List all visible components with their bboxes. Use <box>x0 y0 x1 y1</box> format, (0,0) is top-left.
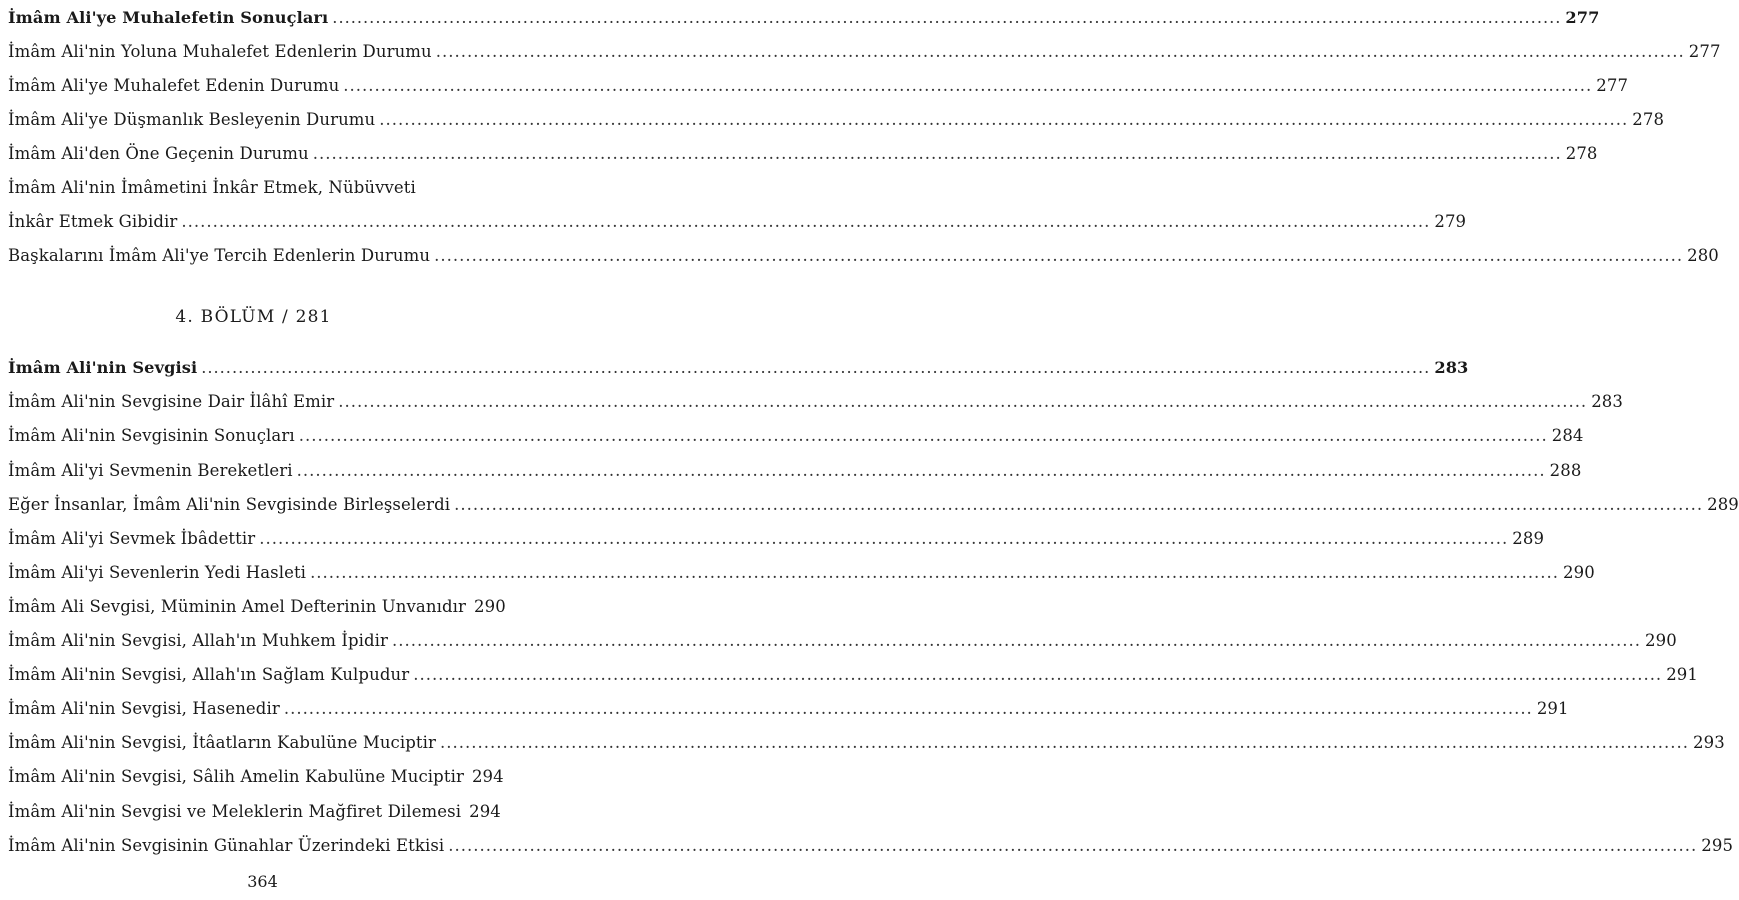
toc-entry-page: 283 <box>1591 392 1623 412</box>
toc-entry-title: İmâm Ali'nin İmâmetini İnkâr Etmek, Nübüvveti <box>8 178 416 198</box>
toc-entry-title: İmâm Ali'ye Düşmanlık Besleyenin Durumu <box>8 109 376 129</box>
toc-entry-page: 289 <box>1512 528 1545 548</box>
toc-entry-page: 294 <box>471 767 504 787</box>
dot-leader: ........................................................................................................................................................................................................ <box>379 109 1629 129</box>
toc-entry-page: 277 <box>1596 75 1629 95</box>
dot-leader: ........................................................................................................................................................................................................ <box>259 528 1509 548</box>
toc-entry <box>8 170 499 204</box>
toc-entry-title: İmâm Ali'yi Sevmek İbâdettir <box>8 528 256 548</box>
dot-leader: ........................................................................................................................................................................................................ <box>310 562 1560 582</box>
toc-entry <box>8 102 1665 136</box>
toc-entry-title: İmâm Ali'nin Sevgisinin Sonuçları <box>8 426 295 446</box>
dot-leader: ........................................................................................................................................................................................................ <box>312 143 1562 163</box>
toc-entry <box>8 351 1469 385</box>
toc-entry <box>8 692 1569 726</box>
toc-entry-title: İmâm Ali'nin Sevgisinin Günahlar Üzerindeki Etkisi <box>8 835 445 855</box>
dot-leader: ........................................................................................................................................................................................................ <box>413 665 1663 685</box>
toc-entry <box>8 385 1623 419</box>
toc-entry-page: 290 <box>474 596 506 616</box>
toc-entry-page: 291 <box>1536 699 1569 719</box>
toc-entry-page: 290 <box>1563 562 1595 582</box>
toc-entry-title: İmâm Ali'nin Sevgisi, Allah'ın Sağlam Kulpudur <box>8 665 410 685</box>
toc-entry-title: İmâm Ali'yi Sevmenin Bereketleri <box>8 460 293 480</box>
toc-section-bottom <box>8 351 1739 862</box>
dot-leader: ........................................................................................................................................................................................................ <box>283 699 1533 719</box>
toc-entry-page: 277 <box>1565 7 1600 27</box>
toc-entry-page: 279 <box>1434 212 1467 232</box>
toc-entry-title: İmâm Ali'den Öne Geçenin Durumu <box>8 143 309 163</box>
dot-leader: ........................................................................................................................................................................................................ <box>392 631 1642 651</box>
toc-entry-title: İmâm Ali'nin Sevgisi, Allah'ın Muhkem İpidir <box>8 631 389 651</box>
dot-leader: ........................................................................................................................................................................................................ <box>440 733 1690 753</box>
toc-entry-page: 284 <box>1551 426 1584 446</box>
toc-entry-page: 291 <box>1666 665 1698 685</box>
toc-entry <box>8 68 1629 102</box>
toc-entry <box>8 726 1725 760</box>
toc-entry-title: İmâm Ali'yi Sevenlerin Yedi Hasleti <box>8 562 307 582</box>
toc-entry <box>8 828 1734 862</box>
toc-entry-title: İmâm Ali'nin Yoluna Muhalefet Edenlerin Durumu <box>8 41 432 61</box>
toc-entry <box>8 453 1582 487</box>
toc-entry-title: İmâm Ali'nin Sevgisi, İtâatların Kabulüne Muciptir <box>8 733 437 753</box>
toc-entry-title: Başkalarını İmâm Ali'ye Tercih Edenlerin Durumu <box>8 246 431 266</box>
toc-entry-page: 277 <box>1688 41 1721 61</box>
toc-entry-title: İmâm Ali'nin Sevgisi, Sâlih Amelin Kabulüne Muciptir <box>8 767 464 787</box>
dot-leader: ........................................................................................................................................................................................................ <box>343 75 1593 95</box>
toc-entry <box>8 658 1698 692</box>
toc-entry-title: İmâm Ali'ye Muhalefetin Sonuçları <box>8 7 329 27</box>
toc-entry-page: 288 <box>1549 460 1582 480</box>
page-number: 364 <box>247 872 278 891</box>
toc-entry <box>8 205 1467 239</box>
toc-entry-page: 294 <box>469 801 501 821</box>
dot-leader: ........................................................................................................................................................................................................ <box>296 460 1546 480</box>
dot-leader: ........................................................................................................................................................................................................ <box>434 246 1684 266</box>
toc-entry <box>8 419 1584 453</box>
toc-entry <box>8 34 1721 68</box>
dot-leader: ........................................................................................................................................................................................................ <box>332 7 1562 27</box>
dot-leader: ........................................................................................................................................................................................................ <box>454 494 1704 514</box>
chapter-heading: 4. BÖLÜM / 281 <box>175 306 332 327</box>
toc-entry-title: İmâm Ali'nin Sevgisine Dair İlâhî Emir <box>8 392 335 412</box>
toc-entry-page: 280 <box>1687 246 1719 266</box>
toc-entry-title: İmâm Ali'nin Sevgisi ve Meleklerin Mağfiret Dilemesi <box>8 801 462 821</box>
toc-entry-page: 283 <box>1434 358 1469 378</box>
toc-entry <box>8 589 506 623</box>
toc-entry-page: 278 <box>1565 143 1598 163</box>
dot-leader: ........................................................................................................................................................................................................ <box>338 392 1588 412</box>
toc-entry-title: İmâm Ali'nin Sevgisi <box>8 358 198 378</box>
toc-entry-title: Eğer İnsanlar, İmâm Ali'nin Sevgisinde Birleşselerdi <box>8 494 451 514</box>
dot-leader: ........................................................................................................................................................................................................ <box>435 41 1685 61</box>
toc-entry-title: İmâm Ali'ye Muhalefet Edenin Durumu <box>8 75 340 95</box>
toc-entry <box>8 136 1598 170</box>
toc-entry-page: 278 <box>1632 109 1665 129</box>
toc-entry <box>8 521 1545 555</box>
toc-entry-title: İmâm Ali Sevgisi, Müminin Amel Defterinin Unvanıdır <box>8 596 466 616</box>
toc-entry <box>8 794 499 828</box>
dot-leader: ........................................................................................................................................................................................................ <box>181 212 1431 232</box>
toc-entry <box>8 487 1739 521</box>
toc-entry-page: 295 <box>1701 835 1734 855</box>
toc-entry-page: 293 <box>1693 733 1725 753</box>
toc-entry-page: 290 <box>1645 631 1677 651</box>
dot-leader: ........................................................................................................................................................................................................ <box>201 358 1431 378</box>
toc-entry-page: 289 <box>1707 494 1739 514</box>
toc-entry <box>8 555 1595 589</box>
toc-entry <box>8 239 1719 273</box>
toc-entry <box>8 760 504 794</box>
toc-entry <box>8 0 1600 34</box>
dot-leader: ........................................................................................................................................................................................................ <box>448 835 1698 855</box>
toc-section-top <box>8 0 1721 273</box>
toc-entry-title: İnkâr Etmek Gibidir <box>8 212 178 232</box>
toc-entry-title: İmâm Ali'nin Sevgisi, Hasenedir <box>8 699 280 719</box>
dot-leader: ........................................................................................................................................................................................................ <box>298 426 1548 446</box>
toc-entry <box>8 624 1677 658</box>
table-of-contents <box>8 0 1739 862</box>
